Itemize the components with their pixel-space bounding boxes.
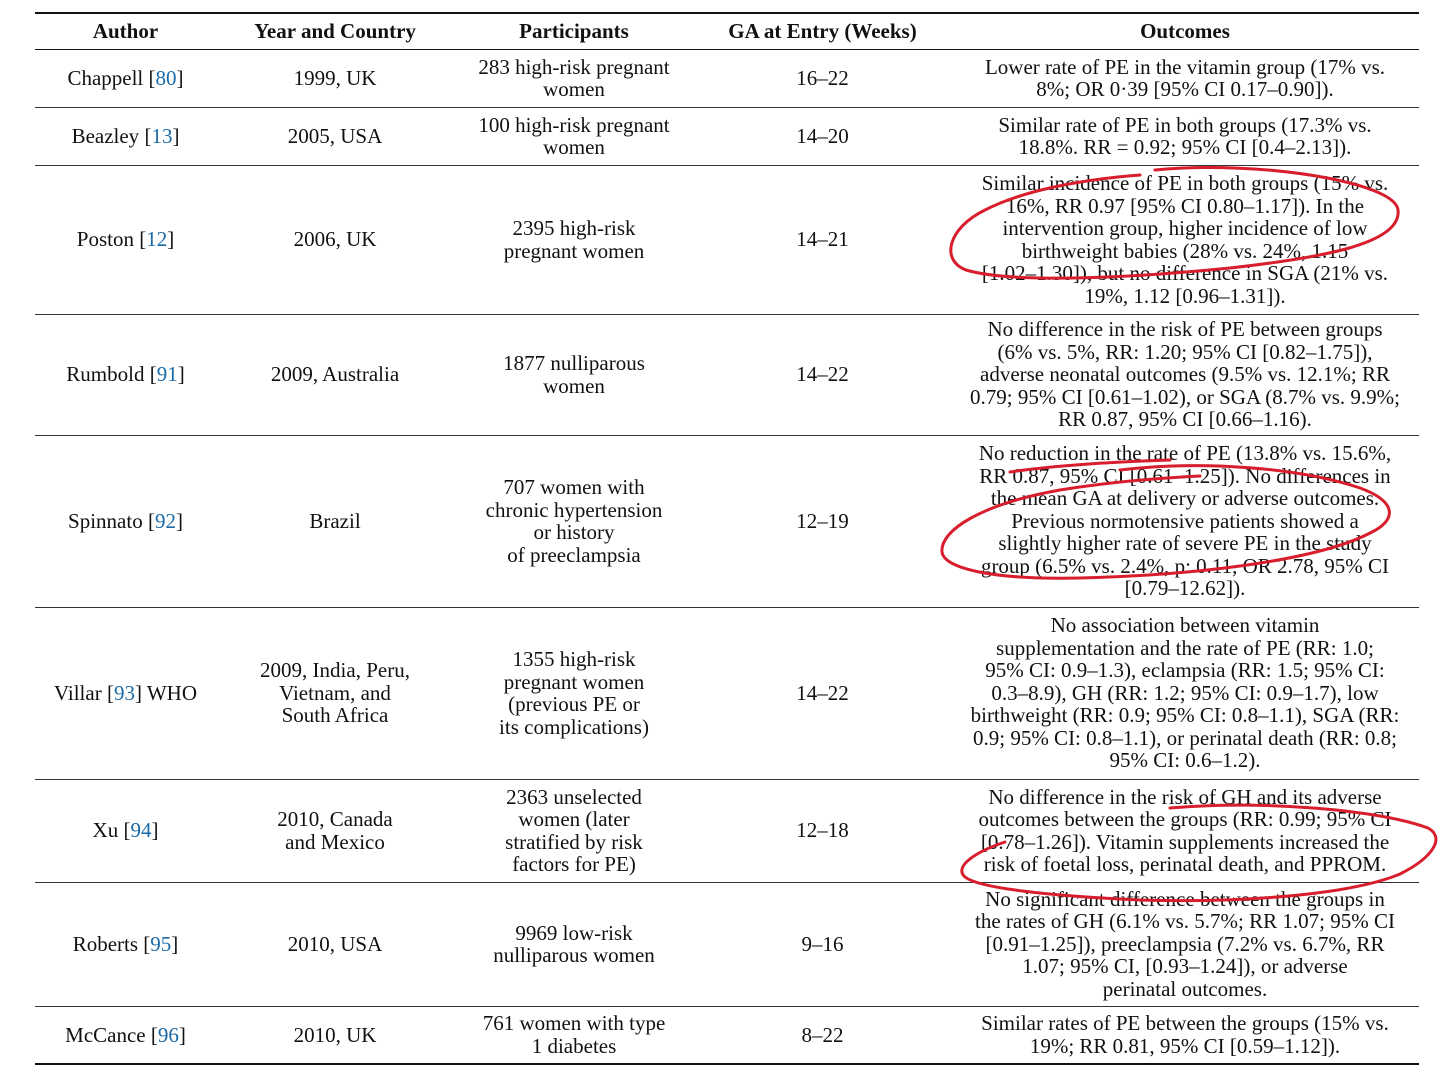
- cell-author: Rumbold [91]: [35, 314, 216, 435]
- citation-link[interactable]: 96: [157, 1022, 179, 1047]
- table-row: [35, 165, 1419, 314]
- cell-ga-entry: 14–21: [694, 165, 951, 314]
- author-name: Roberts: [72, 931, 139, 956]
- cell-year-country: 2006, UK: [216, 165, 454, 314]
- cell-ga-entry: 14–22: [694, 314, 951, 435]
- citation-link[interactable]: 13: [151, 123, 173, 148]
- cell-outcomes: No association between vitamin supplementation and the rate of PE (RR: 1.0; 95% CI: 0.9–1.3), eclampsia (RR: 1.5; 95% CI: 0.3–8.9), GH (RR: 1.2; 95% CI: 0.9–1.7), low birthweight (RR: 0.9; 95% CI: 0.8–1.1), SGA (RR: 0.9; 95% CI: 0.8–1.1), or perinatal death (RR: 0.8; 95% CI: 0.6–1.2).: [951, 607, 1419, 779]
- author-name: Beazley: [71, 123, 140, 148]
- cell-author: Chappell [80]: [35, 49, 216, 107]
- cell-ga-entry: 14–22: [694, 607, 951, 779]
- cell-year-country: 2010, USA: [216, 882, 454, 1006]
- cell-ga-entry: 14–20: [694, 107, 951, 165]
- cell-outcomes: No reduction in the rate of PE (13.8% vs. 15.6%, RR 0.87, 95% CI [0.61–1.25]). No differences in the mean GA at delivery or adverse outcomes. Previous normotensive patients showed a slightly higher rate of severe PE in the study group (6.5% vs. 2.4%, p: 0.11, OR 2.78, 95% CI [0.79–12.62]).: [951, 435, 1419, 607]
- cell-year-country: 2010, Canada and Mexico: [216, 779, 454, 882]
- cell-participants: 1355 high-risk pregnant women (previous PE or its complications): [454, 607, 694, 779]
- table-row: [35, 107, 1419, 165]
- cell-outcomes: No difference in the risk of PE between groups (6% vs. 5%, RR: 1.20; 95% CI [0.82–1.75]), adverse neonatal outcomes (9.5% vs. 12.1%; RR 0.79; 95% CI [0.61–1.02), or SGA (8.7% vs. 9.9%; RR 0.87, 95% CI [0.66–1.16).: [951, 314, 1419, 435]
- cell-outcomes: No difference in the risk of GH and its adverse outcomes between the groups (RR: 0.99; 95% CI [0.78–1.26]). Vitamin supplements increased the risk of foetal loss, perinatal death, and PPROM.: [951, 779, 1419, 882]
- cell-ga-entry: 16–22: [694, 49, 951, 107]
- cell-outcomes: Similar incidence of PE in both groups (15% vs. 16%, RR 0.97 [95% CI 0.80–1.17]). In the intervention group, higher incidence of low birthweight babies (28% vs. 24%, 1.15 [1.02–1.30]), but no difference in SGA (21% vs. 19%, 1.12 [0.96–1.31]).: [951, 165, 1419, 314]
- cell-author: Roberts [95]: [35, 882, 216, 1006]
- cell-ga-entry: 8–22: [694, 1006, 951, 1064]
- cell-outcomes: Lower rate of PE in the vitamin group (17% vs. 8%; OR 0·39 [95% CI 0.17–0.90]).: [951, 49, 1419, 107]
- cell-outcomes: Similar rate of PE in both groups (17.3% vs. 18.8%. RR = 0.92; 95% CI [0.4–2.13]).: [951, 107, 1419, 165]
- cell-participants: 2363 unselected women (later stratified by risk factors for PE): [454, 779, 694, 882]
- citation-link[interactable]: 93: [113, 680, 135, 705]
- cell-participants: 9969 low-risk nulliparous women: [454, 882, 694, 1006]
- table-row: [35, 882, 1419, 1006]
- table-row: [35, 1006, 1419, 1064]
- cell-outcomes: No significant difference between the groups in the rates of GH (6.1% vs. 5.7%; RR 1.07; 95% CI [0.91–1.25]), preeclampsia (7.2% vs. 6.7%, RR 1.07; 95% CI, [0.93–1.24]), or adverse perinatal outcomes.: [951, 882, 1419, 1006]
- author-name: Poston: [76, 227, 134, 252]
- studies-table: [35, 12, 1419, 1065]
- cell-outcomes: Similar rates of PE between the groups (15% vs. 19%; RR 0.81, 95% CI [0.59–1.12]).: [951, 1006, 1419, 1064]
- citation-link[interactable]: 91: [156, 362, 178, 387]
- cell-participants: 761 women with type 1 diabetes: [454, 1006, 694, 1064]
- header-participants: Participants: [454, 13, 694, 49]
- cell-participants: 707 women with chronic hypertension or history of preeclampsia: [454, 435, 694, 607]
- author-name: McCance: [65, 1022, 146, 1047]
- citation-link[interactable]: 80: [155, 65, 177, 90]
- cell-year-country: 2005, USA: [216, 107, 454, 165]
- citation-link[interactable]: 92: [154, 508, 176, 533]
- cell-participants: 1877 nulliparous women: [454, 314, 694, 435]
- author-name: Chappell: [67, 65, 144, 90]
- table-row: [35, 314, 1419, 435]
- author-name: Rumbold: [66, 362, 145, 387]
- header-author: Author: [35, 13, 216, 49]
- cell-year-country: 2009, India, Peru, Vietnam, and South Africa: [216, 607, 454, 779]
- cell-ga-entry: 9–16: [694, 882, 951, 1006]
- cell-author: Xu [94]: [35, 779, 216, 882]
- cell-year-country: Brazil: [216, 435, 454, 607]
- author-name: Villar: [53, 680, 102, 705]
- header-ga-entry: GA at Entry (Weeks): [694, 13, 951, 49]
- cell-participants: 283 high-risk pregnant women: [454, 49, 694, 107]
- author-name: Xu: [92, 818, 119, 843]
- citation-link[interactable]: 94: [130, 818, 152, 843]
- header-outcomes: Outcomes: [951, 13, 1419, 49]
- cell-year-country: 1999, UK: [216, 49, 454, 107]
- author-suffix: WHO: [141, 680, 197, 705]
- cell-author: Poston [12]: [35, 165, 216, 314]
- header-year-country: Year and Country: [216, 13, 454, 49]
- table-row: [35, 435, 1419, 607]
- cell-author: Beazley [13]: [35, 107, 216, 165]
- cell-participants: 100 high-risk pregnant women: [454, 107, 694, 165]
- table-row: [35, 607, 1419, 779]
- cell-ga-entry: 12–19: [694, 435, 951, 607]
- cell-year-country: 2009, Australia: [216, 314, 454, 435]
- table-row: [35, 49, 1419, 107]
- cell-year-country: 2010, UK: [216, 1006, 454, 1064]
- cell-author: McCance [96]: [35, 1006, 216, 1064]
- table-row: [35, 779, 1419, 882]
- cell-participants: 2395 high-risk pregnant women: [454, 165, 694, 314]
- cell-author: Villar [93] WHO: [35, 607, 216, 779]
- citation-link[interactable]: 95: [150, 931, 172, 956]
- citation-link[interactable]: 12: [146, 227, 168, 252]
- header-row: [35, 13, 1419, 49]
- author-name: Spinnato: [68, 508, 143, 533]
- cell-ga-entry: 12–18: [694, 779, 951, 882]
- cell-author: Spinnato [92]: [35, 435, 216, 607]
